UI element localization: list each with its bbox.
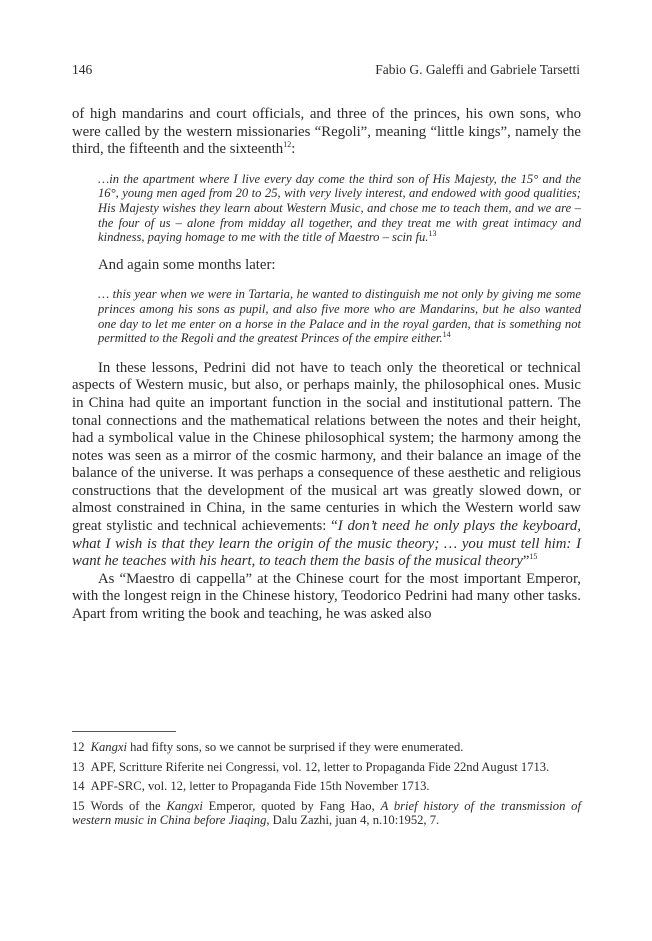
paragraph-1: of high mandarins and court officials, and three of the princes, his own sons, who were called by the western missionaries “Regoli”, meaning “little kings”, namely the third, the fifteenth and the sixteenth$^{12}$: bbox=[72, 106, 581, 158]
footnote-13: 13 APF, Scritture Riferite nei Congressi, vol. 12, letter to Propaganda Fide 22nd August 1713. bbox=[72, 759, 550, 774]
footnote-12: 12 Kangxi had fifty sons, so we cannot be surprised if they were enumerated. bbox=[72, 740, 464, 754]
main-text bbox=[72, 106, 581, 624]
paragraph-3: In these lessons, Pedrini did not have to teach only the theoretical or technical aspects of Western music, but also, or perhaps mainly, the philosophical ones. Music in China had quite an important function in the social and institutional pattern. The tonal connections and the mathematical relations between the notes and their height, had a symbolical value in the Chinese philosophical system; the harmony among the notes was seen as a mirror of the cosmic harmony, and their balance an image of the balance of the universe. It was perhaps a consequence of these aesthetic and religious constructions that the development of the musical art was greatly slowed down, or almost constrained in China, in the same centuries in which the Western world saw great stylistic and technical achievements: “I don’t need he only plays the keyboard, what I wish is that they learn the origin of the music theory; … you must tell him: I want he teaches with his heart, to teach them the basis of the musical theory”$^{15}$ bbox=[72, 359, 581, 570]
footnote-14: 14 APF-SRC, vol. 12, letter to Propaganda Fide 15th November 1713. bbox=[72, 779, 430, 794]
footnote-ref-12[interactable]: 12 bbox=[283, 140, 292, 150]
block-quote-2: … this year when we were in Tartaria, he wanted to distinguish me not only by giving me some princes among his sons as pupil, and also five more who are Mandarins, but he also wanted one day to let me enter on a horse in the Palace and in the royal garden, that is something not permitted to the Regoli and the greatest Princes of the empire either.$^{14}$ bbox=[98, 287, 581, 346]
footnote-ref-14[interactable]: 14 bbox=[442, 329, 451, 339]
page-header bbox=[72, 62, 580, 78]
paragraph-4: As “Maestro di cappella” at the Chinese court for the most important Emperor, with the longest reign in the Chinese history, Teodorico Pedrini had many other tasks. Apart from writing the book and teaching, he was asked also bbox=[72, 570, 581, 623]
running-title: Fabio G. Galeffi and Gabriele Tarsetti bbox=[375, 62, 580, 77]
page-number: 146 bbox=[72, 62, 93, 77]
footnote-separator bbox=[72, 731, 176, 732]
block-quote-1: …in the apartment where I live every day come the third son of His Majesty, the 15° and the 16°, young men aged from 20 to 25, with very lively interest, and endowed with good qualities; His Majesty wishes they learn about Western Music, and chose me to teach them, and we are – the four of us – alone from midday all together, and they treat me with great intimacy and kindness, paying homage to me with the title of Maestro – scin fu.$^{13}$ bbox=[98, 171, 581, 245]
footnotes bbox=[72, 740, 581, 833]
paragraph-2: And again some months later: bbox=[98, 256, 276, 273]
footnote-ref-15[interactable]: 15 bbox=[529, 552, 538, 562]
footnote-15: 15 Words of the Kangxi Emperor, quoted by Fang Hao, A brief history of the transmission of western music in China before Jiaqing, Dalu Zazhi, juan 4, n.10:1952, 7. bbox=[72, 798, 581, 828]
footnote-ref-13[interactable]: 13 bbox=[428, 228, 437, 238]
